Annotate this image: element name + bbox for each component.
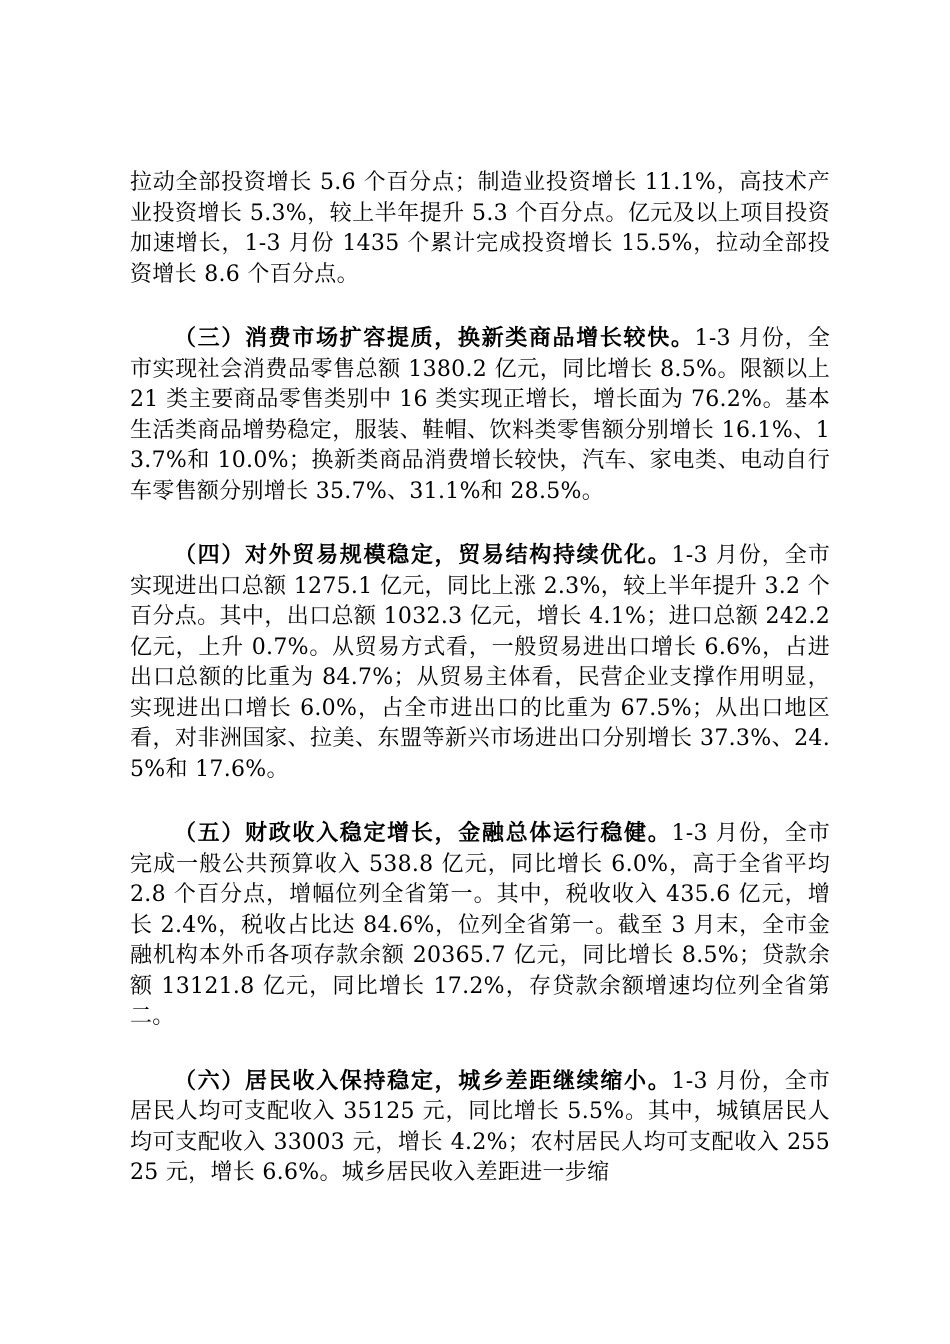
paragraph-body: 1-3 月份，全市完成一般公共预算收入 538.8 亿元，同比增长 6.0%，高于全省平均 2.8 个百分点，增幅位列全省第一。其中，税收收入 435.6 亿元，增长 2.4%，税收占比达 84.6%，位列全省第一。截至 3 月末，全市金融机构本外币各项存款余额 20365.7 亿元，同比增长 8.5%；贷款余额 13121.8 亿元，同比增长 17.2%，存贷款余额增速均位列全省第二。 (130, 821, 830, 1029)
section-heading-consumption: （三）消费市场扩容提质，换新类商品增长较快。 (174, 326, 695, 351)
section-heading-foreign-trade: （四）对外贸易规模稳定，贸易结构持续优化。 (174, 543, 672, 568)
paragraph-body: 1-3 月份，全市实现进出口总额 1275.1 亿元，同比上涨 2.3%，较上半年提升 3.2 个百分点。其中，出口总额 1032.3 亿元，增长 4.1%；进口总额 242.2 亿元，上升 0.7%。从贸易方式看，一般贸易进出口增长 6.6%，占进出口总额的比重为 84.7%；从贸易主体看，民营企业支撑作用明显，实现进出口增长 6.0%，占全市进出口的比重为 67.5%；从出口地区看，对非洲国家、拉美、东盟等新兴市场进出口分别增长 37.3%、24.5%和 17.6%。 (130, 543, 830, 782)
section-heading-income: （六）居民收入保持稳定，城乡差距继续缩小。 (174, 1068, 672, 1094)
paragraph-foreign-trade (130, 541, 830, 785)
paragraph-finance (130, 819, 830, 1033)
document-page (130, 168, 830, 1223)
section-heading-finance: （五）财政收入稳定增长，金融总体运行稳健。 (174, 821, 672, 846)
paragraph-consumption (130, 324, 830, 507)
paragraph-body: 拉动全部投资增长 5.6 个百分点；制造业投资增长 11.1%，高技术产业投资增长 5.3%，较上半年提升 5.3 个百分点。亿元及以上项目投资加速增长，1-3 月份 1435 个累计完成投资增长 15.5%，拉动全部投资增长 8.6 个百分点。 (130, 170, 830, 287)
paragraph-income (130, 1067, 830, 1189)
paragraph-body: 1-3 月份，全市实现社会消费品零售总额 1380.2 亿元，同比增长 8.5%。限额以上 21 类主要商品零售类别中 16 类实现正增长，增长面为 76.2%。基本生活类商品增势稳定，服装、鞋帽、饮料类零售额分别增长 16.1%、13.7%和 10.0%；换新类商品消费增长较快，汽车、家电类、电动自行车零售额分别增长 35.7%、31.1%和 28.5%。 (130, 326, 830, 504)
paragraph-investment-continued (130, 168, 830, 290)
paragraph-body: 1-3 月份，全市居民人均可支配收入 35125 元，同比增长 5.5%。其中，城镇居民人均可支配收入 33003 元，增长 4.2%；农村居民人均可支配收入 25525 元，增长 6.6%。城乡居民收入差距进一步缩 (130, 1068, 830, 1185)
